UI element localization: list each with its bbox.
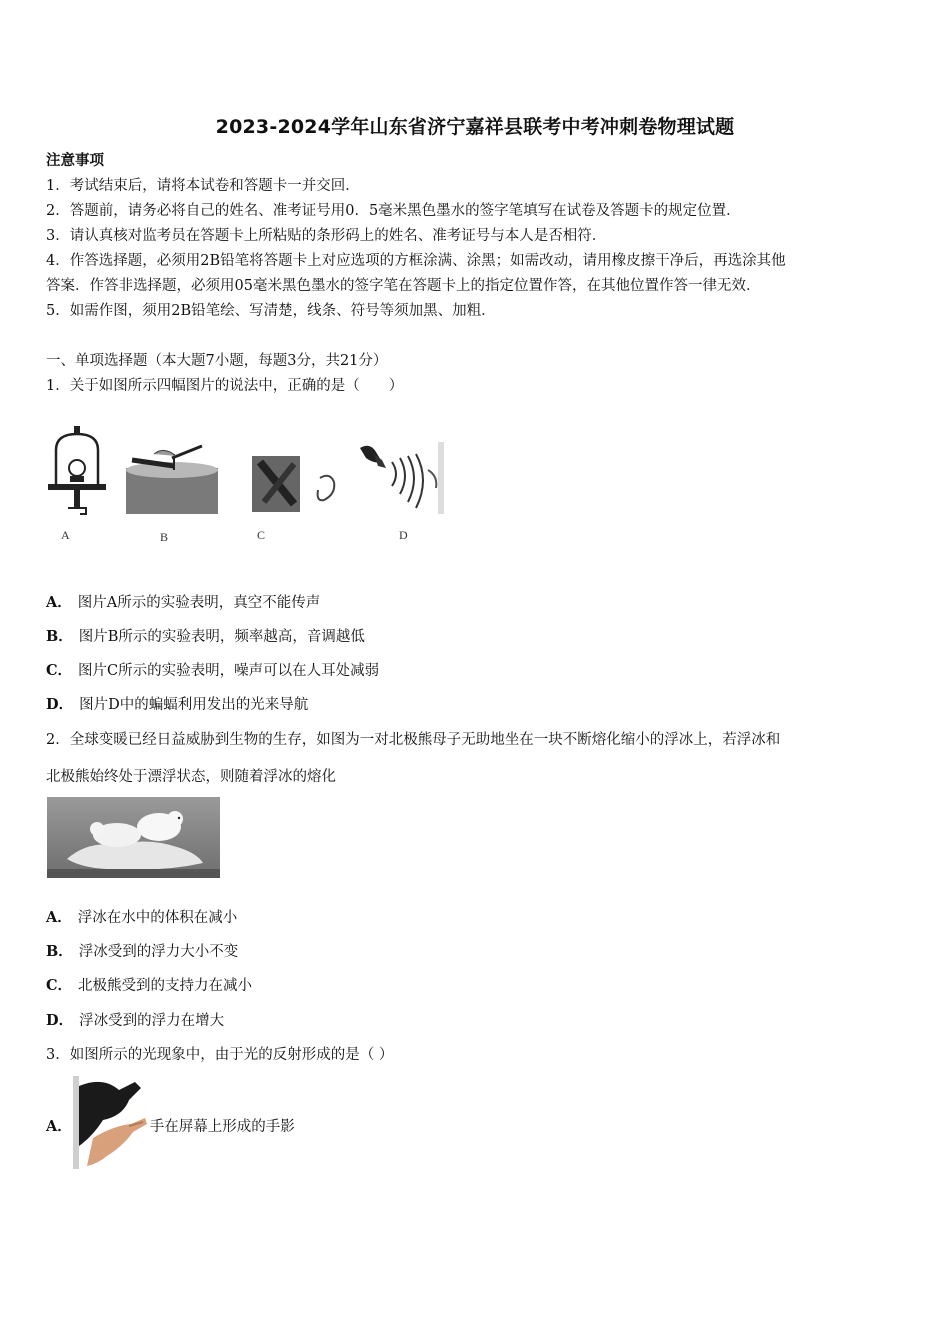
option-c[interactable]: [46, 662, 379, 680]
ruler-vibration-figure: [124, 440, 220, 516]
notice-item: 2．答题前，请务必将自己的姓名、准考证号用0．5毫米黑色墨水的签字笔填写在试卷及答题卡的规定位置．: [46, 203, 741, 219]
option-a[interactable]: [46, 1118, 295, 1136]
figure-caption-b: B: [160, 530, 169, 544]
bat-echolocation-figure: [356, 440, 446, 516]
option-letter: A．: [46, 1118, 72, 1135]
option-letter: C．: [46, 977, 73, 994]
notice-item: 3．请认真核对监考员在答题卡上所粘贴的条形码上的姓名、准考证号与本人是否相符．: [46, 228, 607, 244]
option-text: 图片B所示的实验表明，频率越高，音调越低: [78, 629, 365, 645]
option-b[interactable]: [46, 628, 365, 646]
option-text: 图片A所示的实验表明，真空不能传声: [77, 595, 321, 611]
option-d[interactable]: [46, 696, 308, 714]
option-letter: D．: [46, 696, 74, 713]
option-letter: A．: [46, 909, 72, 926]
notice-item: 答案．作答非选择题，必须用05毫米黑色墨水的签字笔在答题卡上的指定位置作答，在其他位置作答一律无效．: [46, 278, 761, 294]
option-a[interactable]: [46, 594, 320, 612]
option-text: 浮冰受到的浮力在增大: [79, 1013, 225, 1029]
question-2-stem-continued: 北极熊始终处于漂浮状态，则随着浮冰的熔化: [46, 769, 336, 785]
option-text: 浮冰受到的浮力大小不变: [78, 944, 239, 960]
option-c[interactable]: [46, 977, 252, 995]
section-heading: 一、单项选择题（本大题7小题，每题3分，共21分）: [46, 353, 388, 369]
bell-jar-figure: [44, 424, 110, 524]
notice-heading: 注意事项: [46, 152, 104, 169]
ear-noise-figure: [250, 454, 342, 514]
figure-caption-c: C: [257, 528, 266, 542]
option-letter: B．: [46, 943, 73, 960]
page-title: 2023-2024学年山东省济宁嘉祥县联考中考冲刺卷物理试题: [215, 116, 735, 138]
option-text: 图片D中的蝙蝠利用发出的光来导航: [79, 697, 309, 713]
question-1-stem: 1．关于如图所示四幅图片的说法中，正确的是（ ）: [46, 378, 404, 394]
option-d[interactable]: [46, 1012, 224, 1030]
figure-caption-a: A: [61, 528, 70, 542]
option-text: 北极熊受到的支持力在减小: [78, 978, 253, 994]
option-letter: C．: [46, 662, 73, 679]
option-text: 图片C所示的实验表明，噪声可以在人耳处减弱: [78, 663, 380, 679]
option-b[interactable]: [46, 943, 238, 961]
notice-item: 1．考试结束后，请将本试卷和答题卡一并交回．: [46, 178, 360, 194]
figure-caption-d: D: [399, 528, 408, 542]
option-text: 手在屏幕上形成的手影: [149, 1119, 295, 1135]
option-text: 浮冰在水中的体积在减小: [77, 910, 238, 926]
option-letter: D．: [46, 1012, 74, 1029]
notice-item: 4．作答选择题，必须用2B铅笔将答题卡上对应选项的方框涂满、涂黑；如需改动，请用橡皮擦干净后，再选涂其他: [46, 253, 786, 269]
question-2-stem: 2．全球变暖已经日益威胁到生物的生存，如图为一对北极熊母子无助地坐在一块不断熔化缩小的浮冰上，若浮冰和: [46, 732, 781, 748]
option-a[interactable]: [46, 909, 237, 927]
option-letter: A．: [46, 594, 72, 611]
option-letter: B．: [46, 628, 73, 645]
question-3-stem: 3．如图所示的光现象中，由于光的反射形成的是（ ）: [46, 1047, 394, 1063]
notice-item: 5．如需作图，须用2B铅笔绘、写清楚，线条、符号等须加黑、加粗．: [46, 303, 496, 319]
polar-bear-photo: [47, 797, 220, 878]
